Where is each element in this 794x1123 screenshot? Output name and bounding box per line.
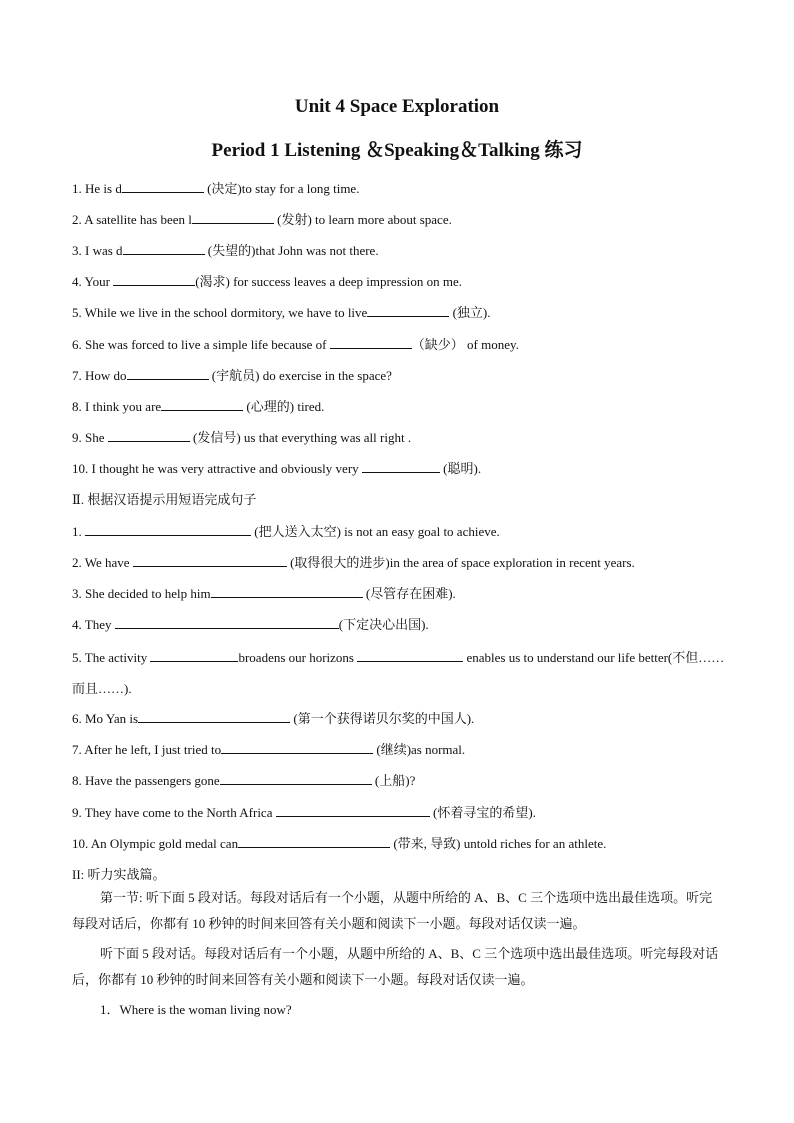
- section-heading: Ⅱ. 根据汉语提示用短语完成句子: [72, 492, 257, 507]
- item-text: 1. He is d: [72, 181, 122, 196]
- exercise-item: [72, 304, 732, 322]
- item-text: (取得很大的进步)in the area of space exploration in recent years.: [286, 555, 635, 570]
- answer-blank[interactable]: [85, 523, 251, 536]
- item-text: (聪明).: [439, 461, 482, 476]
- exercise-item: [72, 710, 732, 728]
- item-text: (渴求) for success leaves a deep impression on me.: [195, 274, 462, 289]
- answer-blank[interactable]: [238, 835, 390, 848]
- item-text: broadens our horizons: [238, 650, 358, 665]
- item-text: 4. Your: [72, 274, 114, 289]
- item-text: 9. She: [72, 430, 108, 445]
- answer-blank[interactable]: [133, 554, 287, 567]
- item-text: (带来, 导致) untold riches for an athlete.: [390, 836, 607, 851]
- item-text: （缺少） of money.: [411, 337, 519, 352]
- item-text: 7. After he left, I just tried to: [72, 742, 222, 757]
- page-title: Unit 4 Space Exploration: [294, 96, 500, 117]
- item-text: (失望的)that John was not there.: [204, 243, 379, 258]
- answer-blank[interactable]: [161, 398, 243, 411]
- exercise-item: [72, 429, 732, 447]
- answer-blank[interactable]: [357, 649, 463, 662]
- instruction-paragraph: 听下面 5 段对话。每段对话后有一个小题，从题中所给的 A、B、C 三个选项中选出最佳选项。听完每段对话后，你都有 10 秒钟的时间来回答有关小题和阅读下一小题。每段对话仅读一遍。: [72, 946, 719, 987]
- exercise-item: [72, 585, 732, 603]
- item-text: 6. She was forced to live a simple life because of: [72, 337, 330, 352]
- item-text: (决定)to stay for a long time.: [203, 181, 360, 196]
- answer-blank[interactable]: [150, 649, 238, 662]
- answer-blank[interactable]: [276, 804, 430, 817]
- exercise-item: [72, 398, 732, 416]
- item-text: 5. The activity: [72, 650, 151, 665]
- answer-blank[interactable]: [211, 585, 363, 598]
- item-text: 4. They: [72, 617, 115, 632]
- item-text: (发信号) us that everything was all right .: [189, 430, 412, 445]
- exercise-item: [72, 460, 732, 478]
- item-text: (心理的) tired.: [243, 399, 325, 414]
- item-text: 10. I thought he was very attractive and obviously very: [72, 461, 362, 476]
- item-text: (把人送入太空) is not an easy goal to achieve.: [251, 524, 500, 539]
- answer-blank[interactable]: [108, 429, 190, 442]
- item-text: 5. While we live in the school dormitory, we have to live: [72, 305, 368, 320]
- answer-blank[interactable]: [330, 336, 412, 349]
- item-text: 6. Mo Yan is: [72, 711, 139, 726]
- item-text: 8. Have the passengers gone: [72, 773, 220, 788]
- item-text: (发射) to learn more about space.: [273, 212, 452, 227]
- exercise-item: [72, 554, 732, 572]
- item-text: 7. How do: [72, 368, 127, 383]
- answer-blank[interactable]: [115, 616, 339, 629]
- exercise-item: [72, 804, 732, 822]
- listening-question: 1．Where is the woman living now?: [100, 1002, 292, 1017]
- item-text: (独立).: [449, 305, 491, 320]
- item-text: (上船)?: [371, 773, 416, 788]
- item-text: (下定决心出国).: [338, 617, 429, 632]
- exercise-item: [72, 242, 732, 260]
- exercise-item: [72, 336, 732, 354]
- item-text: (宇航员) do exercise in the space?: [208, 368, 392, 383]
- answer-blank[interactable]: [221, 741, 373, 754]
- answer-blank[interactable]: [123, 242, 205, 255]
- exercise-item: [72, 772, 732, 790]
- item-text: 9. They have come to the North Africa: [72, 805, 276, 820]
- item-text: enables us to understand our life better(不但……而且……).: [72, 650, 725, 696]
- answer-blank[interactable]: [220, 772, 372, 785]
- exercise-item: [72, 367, 732, 385]
- answer-blank[interactable]: [113, 273, 195, 286]
- exercise-item: [72, 523, 732, 541]
- answer-blank[interactable]: [127, 367, 209, 380]
- exercise-item: [72, 741, 732, 759]
- exercise-item: [72, 273, 732, 291]
- exercise-item: [72, 616, 732, 634]
- answer-blank[interactable]: [362, 460, 440, 473]
- instruction-paragraph: 第一节: 听下面 5 段对话。每段对话后有一个小题，从题中所给的 A、B、C 三个选项中选出最佳选项。听完每段对话后，你都有 10 秒钟的时间来回答有关小题和阅读下一小题。每段对话仅读一遍。: [72, 890, 713, 931]
- item-text: 3. She decided to help him: [72, 586, 211, 601]
- page-subtitle: Period 1 Listening ＆Speaking＆Talking 练习: [211, 140, 583, 161]
- item-text: (尽管存在困难).: [362, 586, 456, 601]
- answer-blank[interactable]: [122, 180, 204, 193]
- exercise-item: [72, 835, 732, 853]
- item-text: 3. I was d: [72, 243, 123, 258]
- exercise-item: [72, 642, 732, 704]
- section-heading: II: 听力实战篇。: [72, 867, 166, 882]
- answer-blank[interactable]: [138, 710, 290, 723]
- answer-blank[interactable]: [367, 304, 449, 317]
- item-text: (继续)as normal.: [373, 742, 466, 757]
- exercise-item: [72, 211, 732, 229]
- answer-blank[interactable]: [192, 211, 274, 224]
- item-text: 8. I think you are: [72, 399, 162, 414]
- item-text: (怀着寻宝的希望).: [429, 805, 536, 820]
- item-text: 2. A satellite has been l: [72, 212, 192, 227]
- item-text: 10. An Olympic gold medal can: [72, 836, 239, 851]
- item-text: (第一个获得诺贝尔奖的中国人).: [290, 711, 475, 726]
- item-text: 2. We have: [72, 555, 133, 570]
- exercise-item: [72, 180, 732, 198]
- item-text: 1.: [72, 524, 85, 539]
